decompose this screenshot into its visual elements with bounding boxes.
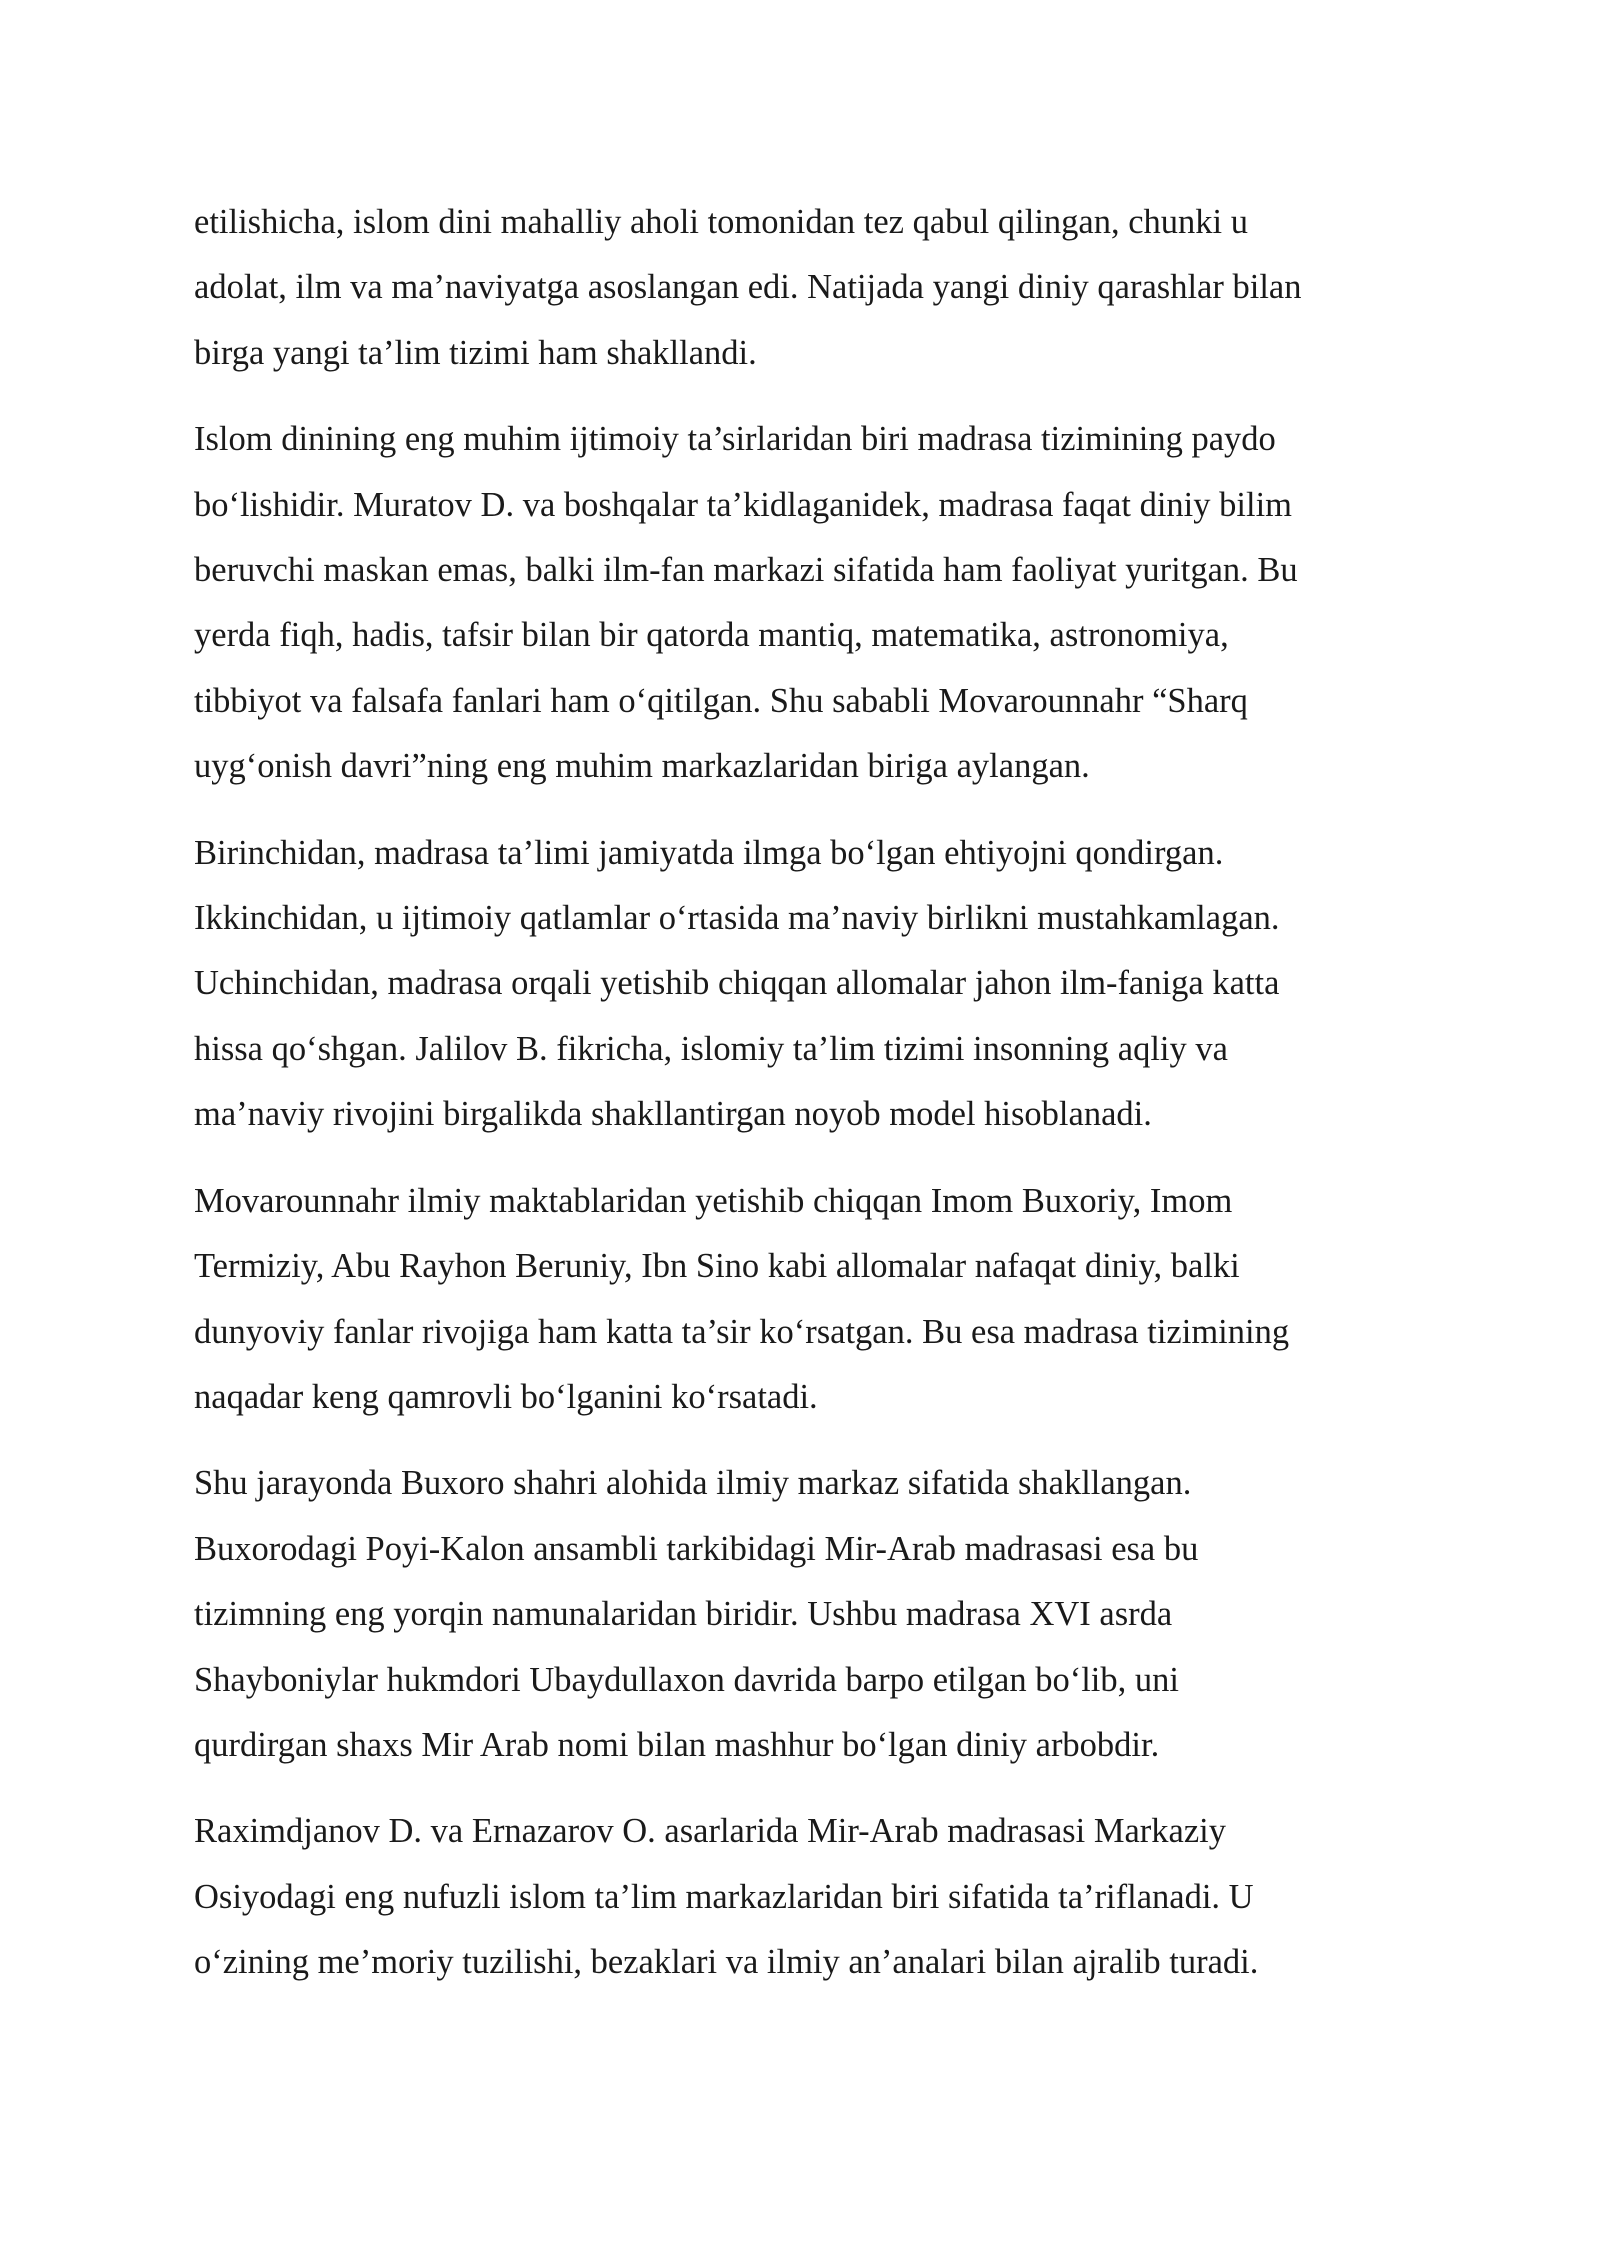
- text-line: Ikkinchidan, u ijtimoiy qatlamlar o‘rtasida ma’naviy birlikni mustahkamlagan.: [194, 899, 1280, 938]
- paragraph-2: [194, 407, 1426, 799]
- paragraph-4: [194, 1169, 1426, 1431]
- text-line: adolat, ilm va ma’naviyatga asoslangan edi. Natijada yangi diniy qarashlar bilan: [194, 268, 1302, 307]
- text-line: Islom dinining eng muhim ijtimoiy ta’sirlaridan biri madrasa tizimining paydo: [194, 420, 1276, 459]
- text-line: hissa qo‘shgan. Jalilov B. fikricha, islomiy ta’lim tizimi insonning aqliy va: [194, 1029, 1228, 1068]
- text-line: Shu jarayonda Buxoro shahri alohida ilmiy markaz sifatida shakllangan.: [194, 1464, 1192, 1503]
- text-line: beruvchi maskan emas, balki ilm-fan markazi sifatida ham faoliyat yuritgan. Bu: [194, 551, 1298, 590]
- text-line: dunyoviy fanlar rivojiga ham katta ta’sir ko‘rsatgan. Bu esa madrasa tizimining: [194, 1312, 1290, 1351]
- body-text: [194, 190, 1426, 2017]
- text-line: Buxorodagi Poyi-Kalon ansambli tarkibidagi Mir-Arab madrasasi esa bu: [194, 1529, 1199, 1568]
- text-line: qurdirgan shaxs Mir Arab nomi bilan mashhur bo‘lgan diniy arbobdir.: [194, 1725, 1160, 1764]
- text-line: Raximdjanov D. va Ernazarov O. asarlarida Mir-Arab madrasasi Markaziy: [194, 1812, 1227, 1851]
- text-line: tibbiyot va falsafa fanlari ham o‘qitilgan. Shu sababli Movarounnahr “Sharq: [194, 681, 1248, 720]
- text-line: Termiziy, Abu Rayhon Beruniy, Ibn Sino kabi allomalar nafaqat diniy, balki: [194, 1247, 1240, 1286]
- text-line: Shayboniylar hukmdori Ubaydullaxon davrida barpo etilgan bo‘lib, uni: [194, 1660, 1179, 1699]
- text-line: tizimning eng yorqin namunalaridan biridir. Ushbu madrasa XVI asrda: [194, 1595, 1173, 1634]
- paragraph-6: [194, 1799, 1426, 1995]
- paragraph-1: [194, 190, 1426, 386]
- text-line: uyg‘onish davri”ning eng muhim markazlaridan biriga aylangan.: [194, 747, 1090, 786]
- text-line: ma’naviy rivojini birgalikda shakllantirgan noyob model hisoblanadi.: [194, 1095, 1152, 1134]
- text-line: o‘zining me’moriy tuzilishi, bezaklari va ilmiy an’analari bilan ajralib turadi.: [194, 1943, 1259, 1982]
- paragraph-3: [194, 821, 1426, 1148]
- text-line: yerda fiqh, hadis, tafsir bilan bir qatorda mantiq, matematika, astronomiya,: [194, 616, 1229, 655]
- text-line: naqadar keng qamrovli bo‘lganini ko‘rsatadi.: [194, 1377, 818, 1416]
- text-line: bo‘lishidir. Muratov D. va boshqalar ta’kidlaganidek, madrasa faqat diniy bilim: [194, 485, 1292, 524]
- text-line: Birinchidan, madrasa ta’limi jamiyatda ilmga bo‘lgan ehtiyojni qondirgan.: [194, 833, 1224, 872]
- text-line: Osiyodagi eng nufuzli islom ta’lim markazlaridan biri sifatida ta’riflanadi. U: [194, 1877, 1254, 1916]
- paragraph-5: [194, 1451, 1426, 1778]
- text-line: etilishicha, islom dini mahalliy aholi tomonidan tez qabul qilingan, chunki u: [194, 203, 1248, 241]
- text-line: Movarounnahr ilmiy maktablaridan yetishib chiqqan Imom Buxoriy, Imom: [194, 1181, 1233, 1220]
- text-line: birga yangi ta’lim tizimi ham shakllandi.: [194, 333, 757, 372]
- text-line: Uchinchidan, madrasa orqali yetishib chiqqan allomalar jahon ilm-faniga katta: [194, 964, 1280, 1003]
